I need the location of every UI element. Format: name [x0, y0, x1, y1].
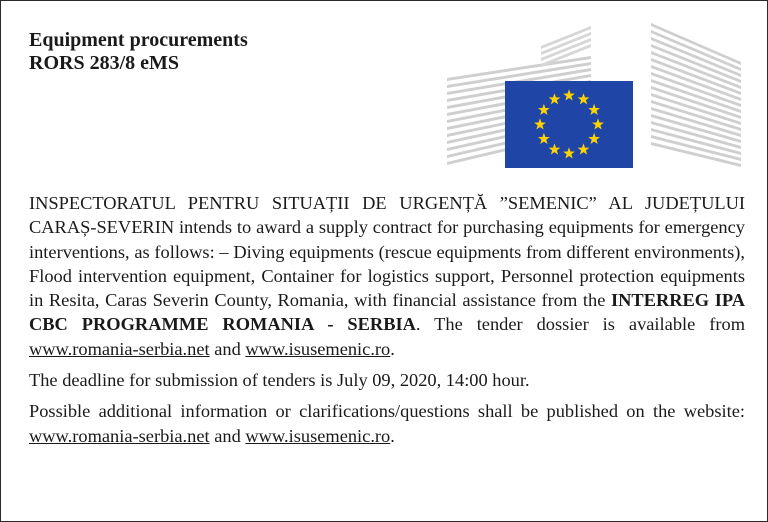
- dossier-text: . The tender dossier is available from: [415, 314, 745, 335]
- programme-name: INTERREG IPA CBC PROGRAMME ROMANIA - SERBIA: [29, 290, 746, 335]
- period: .: [390, 338, 395, 359]
- paragraph-clarifications: [29, 399, 745, 448]
- notice-body: [29, 191, 745, 448]
- notice-title: [29, 29, 248, 75]
- link-romania-serbia[interactable]: www.romania-serbia.net: [29, 338, 210, 359]
- description-text: INSPECTORATUL PENTRU SITUAȚII DE URGENȚĂ ”SEMENIC” AL JUDEȚULUI CARAȘ-SEVERIN intends to award a supply contract for purchasing equipments for emergency interventions, as follows: – Diving equipments (rescue equipments from different environments), Flood intervention equipment, Container for logistics support, Personnel protection equipments in Resita, Caras Severin County, Romania, with financial assistance from the: [29, 193, 745, 311]
- paragraph-deadline: The deadline for submission of tenders is July 09, 2020, 14:00 hour.: [29, 370, 530, 391]
- and-text-2: and: [209, 425, 246, 446]
- link-isusemenic-2[interactable]: www.isusemenic.ro: [245, 425, 391, 446]
- eu-commission-logo: [441, 18, 741, 178]
- clarifications-text: Possible additional information or clarifications/questions shall be published on the website:: [29, 401, 745, 422]
- link-isusemenic[interactable]: www.isusemenic.ro: [245, 338, 391, 359]
- title-line-2: RORS 283/8 eMS: [29, 52, 179, 74]
- building-stripes-right: [651, 23, 741, 167]
- paragraph-description: [29, 191, 745, 361]
- and-text: and: [209, 338, 246, 359]
- period-2: .: [390, 425, 395, 446]
- title-line-1: Equipment procurements: [29, 29, 248, 51]
- link-romania-serbia-2[interactable]: www.romania-serbia.net: [29, 425, 210, 446]
